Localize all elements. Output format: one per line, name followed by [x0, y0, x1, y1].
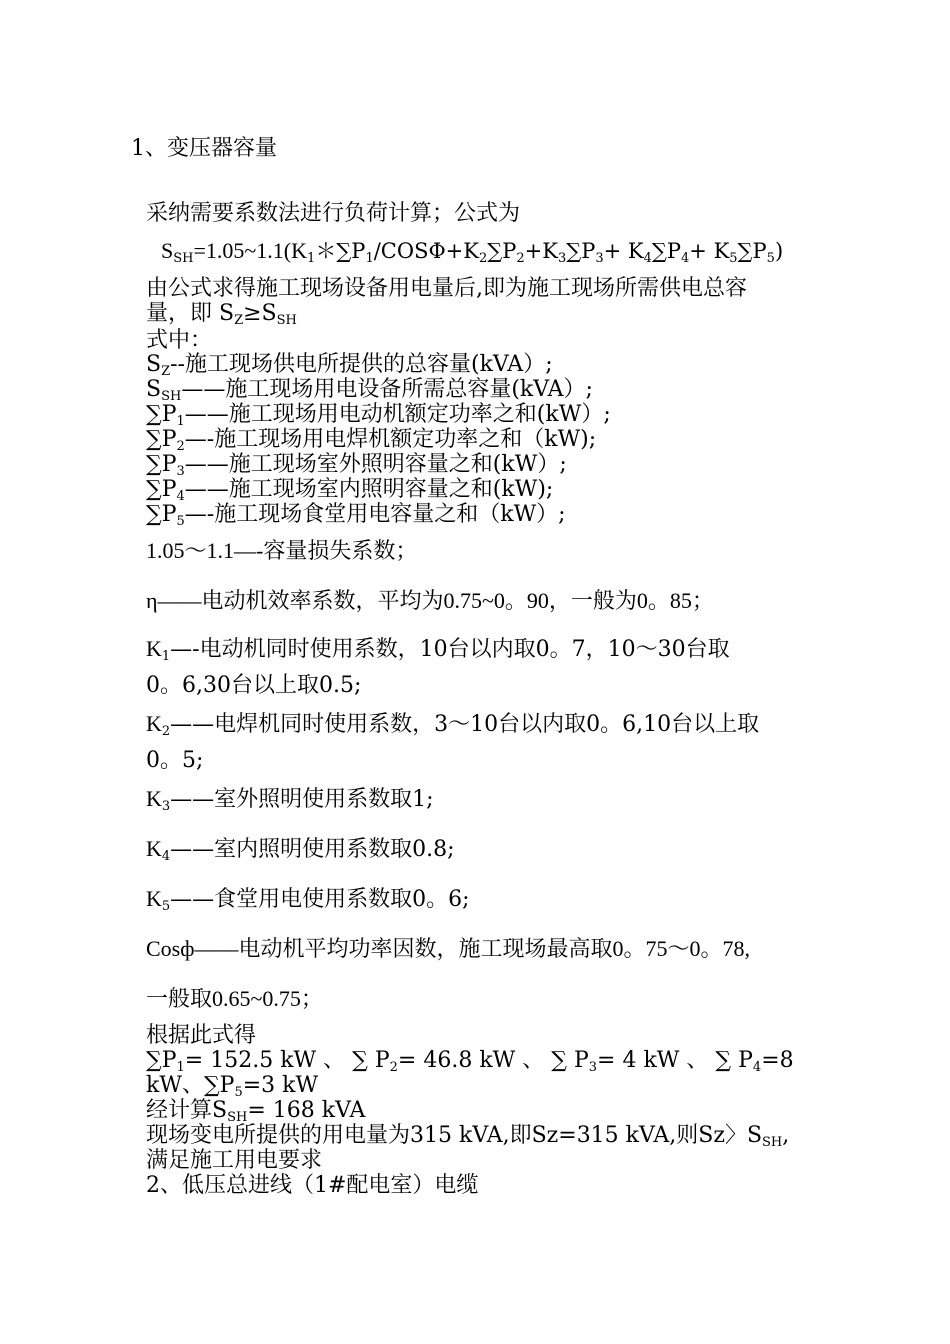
def-p1: ∑P1——施工现场用电动机额定功率之和(kW）; — [146, 402, 611, 429]
where-label: 式中： — [146, 328, 213, 353]
result-power-values-continued: kW、∑P5=3 kW — [146, 1073, 319, 1100]
def-p2: ∑P2—-施工现场用电焊机额定功率之和（kW); — [146, 427, 597, 454]
supply-comparison: 现场变电所提供的用电量为315 kVA,即Sz=315 kVA,则Sz〉SSH, — [146, 1123, 790, 1150]
method-intro: 采纳需要系数法进行负荷计算；公式为 — [146, 201, 521, 226]
result-intro: 根据此式得 — [146, 1023, 257, 1048]
def-p5: ∑P5—-施工现场食堂用电容量之和（kW）; — [146, 502, 566, 529]
def-k2-continued: 0。5; — [146, 748, 204, 773]
def-eta: η——电动机效率系数，平均为0.75~0。90，一般为0。85； — [146, 588, 714, 613]
result-power-values: ∑P1= 152.5 kW 、 ∑ P2= 46.8 kW 、 ∑ P3= 4 kW 、 ∑ P4=8 — [146, 1048, 794, 1075]
section-2-heading: 2、低压总进线（1#配电室）电缆 — [146, 1173, 479, 1198]
def-k1: K1—-电动机同时使用系数，10台以内取0。7，10～30台取 — [146, 636, 730, 664]
calculated-ssh: 经计算SSH= 168 kVA — [146, 1098, 366, 1125]
def-k2: K2——电焊机同时使用系数，3～10台以内取0。6,10台以上取 — [146, 711, 760, 739]
def-p4: ∑P4——施工现场室内照明容量之和(kW); — [146, 477, 554, 504]
section-1-heading: 1、变压器容量 — [131, 136, 277, 161]
def-p3: ∑P3——施工现场室外照明容量之和(kW）; — [146, 452, 567, 479]
load-formula: SSH=1.05~1.1(K1＊∑P1/COSΦ+K2∑P2+K3∑P3+ K4∑P4+ K5∑P5) — [161, 238, 784, 266]
def-sz: SZ--施工现场供电所提供的总容量(kVA）; — [146, 352, 553, 379]
def-k1-continued: 0。6,30台以上取0.5; — [146, 673, 362, 698]
def-cosphi: Cosф——电动机平均功率因数，施工现场最高取0。75～0。78, — [146, 936, 750, 961]
def-k5: K5——食堂用电使用系数取0。6; — [146, 886, 470, 914]
def-k4: K4——室内照明使用系数取0.8; — [146, 836, 455, 864]
def-cosphi-continued: 一般取0.65~0.75； — [146, 986, 323, 1011]
formula-explanation: 由公式求得施工现场设备用电量后,即为施工现场所需供电总容 — [146, 276, 747, 301]
capacity-condition: 量，即 SZ≥SSH — [146, 301, 297, 328]
def-ssh: SSH——施工现场用电设备所需总容量(kVA）; — [146, 377, 593, 404]
def-loss-coefficient: 1.05～1.1—-容量损失系数； — [146, 538, 418, 563]
requirement-satisfied: 满足施工用电要求 — [146, 1148, 323, 1173]
def-k3: K3——室外照明使用系数取1; — [146, 786, 434, 814]
